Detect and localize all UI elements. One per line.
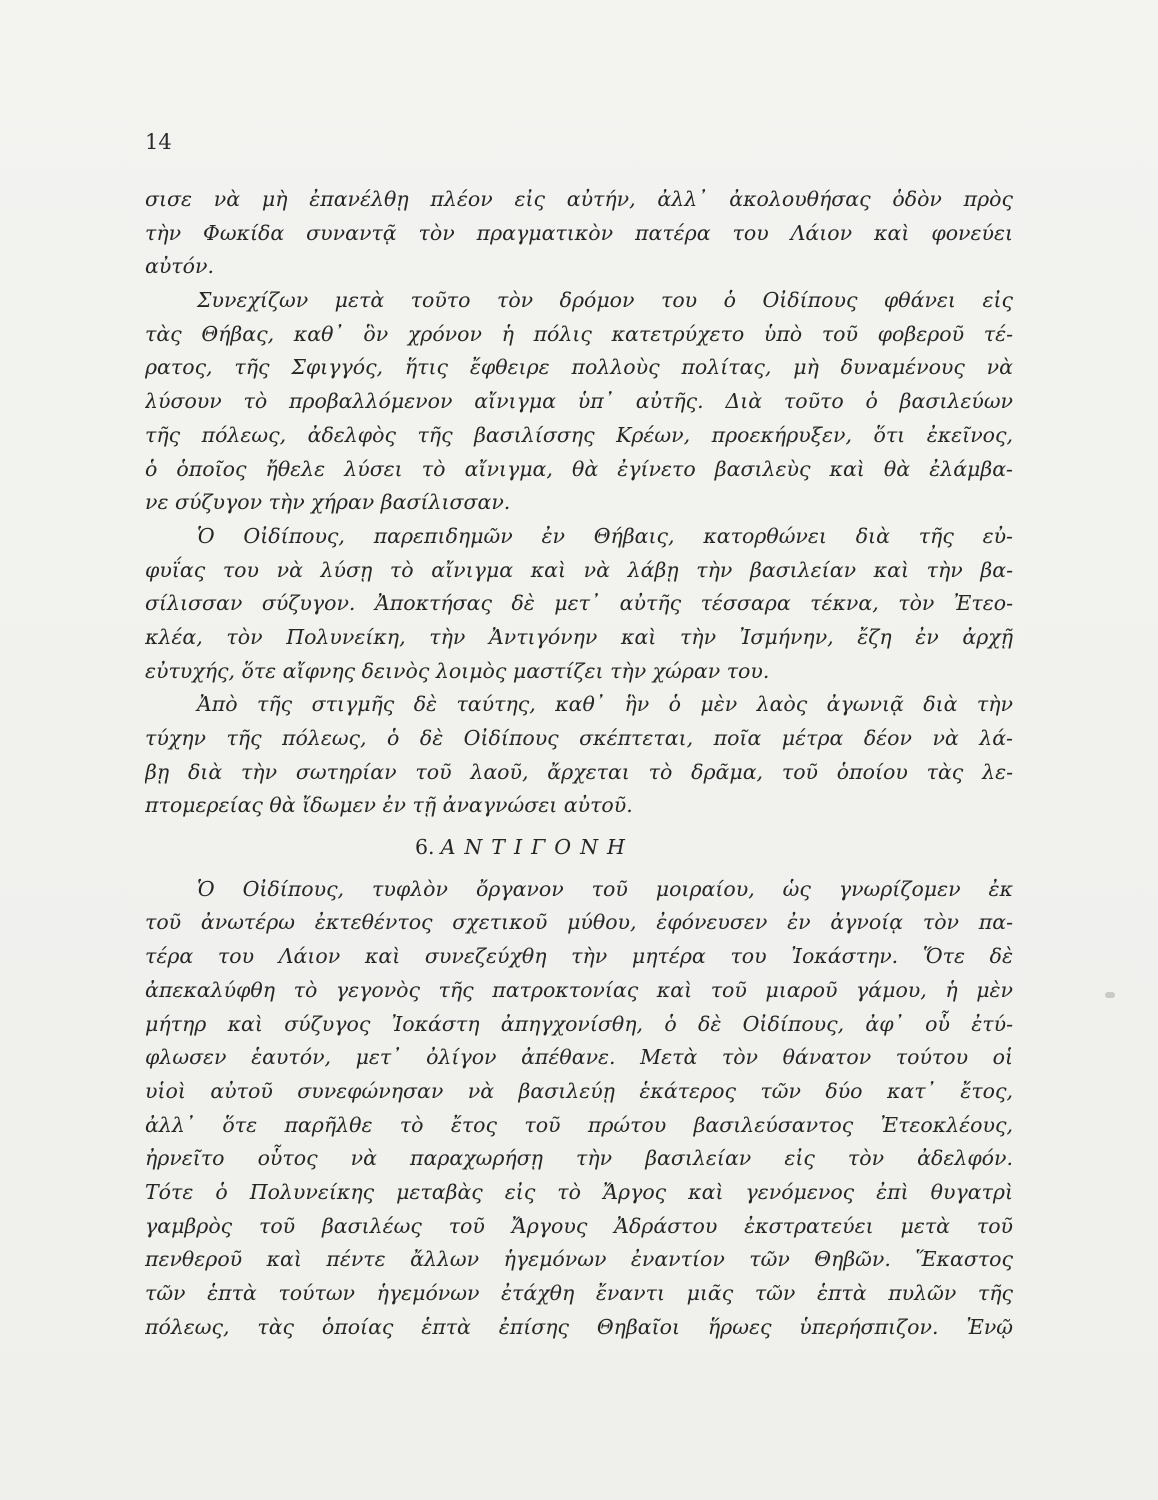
text-line: πτομερείας θὰ ἴδωμεν ἐν τῇ ἀναγνώσει αὐτοῦ. — [145, 793, 633, 818]
text-line: φυΐας του νὰ λύσῃ τὸ αἴνιγμα καὶ νὰ λάβῃ τὴν βασιλείαν καὶ τὴν βα- — [145, 557, 1013, 582]
text-line: σισε νὰ μὴ ἐπανέλθῃ πλέον εἰς αὐτήν, ἀλλ᾽ ἀκολουθήσας ὁδὸν πρὸς — [145, 187, 1013, 211]
text-line: τοῦ ἀνωτέρω ἐκτεθέντος σχετικοῦ μύθου, ἐφόνευσεν ἐν ἀγνοίᾳ τὸν πα- — [145, 910, 1013, 935]
paragraph-3 — [145, 520, 1013, 688]
text-line: κλέα, τὸν Πολυνείκη, τὴν Ἀντιγόνην καὶ τὴν Ἰσμήνην, ἔζη ἐν ἀρχῇ — [145, 624, 1013, 649]
text-line: ἀλλ᾽ ὅτε παρῆλθε τὸ ἔτος τοῦ πρώτου βασιλεύσαντος Ἐτεοκλέους, — [145, 1112, 1013, 1137]
text-line: Τότε ὁ Πολυνείκης μεταβὰς εἰς τὸ Ἄργος καὶ γενόμενος ἐπὶ θυγατρὶ — [145, 1179, 1013, 1204]
text-line: τὰς Θήβας, καθ᾽ ὃν χρόνον ἡ πόλις κατετρύχετο ὑπὸ τοῦ φοβεροῦ τέ- — [145, 321, 1013, 346]
text-line: πενθεροῦ καὶ πέντε ἄλλων ἡγεμόνων ἐναντίον τῶν Θηβῶν. Ἕκαστος — [145, 1247, 1013, 1272]
text-line: Ἀπὸ τῆς στιγμῆς δὲ ταύτης, καθ᾽ ἣν ὁ μὲν λαὸς ἀγωνιᾷ διὰ τὴν — [197, 692, 1013, 717]
text-line: τὴν Φωκίδα συναντᾷ τὸν πραγματικὸν πατέρα του Λάιον καὶ φονεύει — [145, 220, 1013, 245]
text-line: τύχην τῆς πόλεως, ὁ δὲ Οἰδίπους σκέπτεται, ποῖα μέτρα δέον νὰ λά- — [145, 726, 1013, 750]
text-line: υἱοὶ αὐτοῦ συνεφώνησαν νὰ βασιλεύῃ ἑκάτερος τῶν δύο κατ᾽ ἔτος, — [145, 1078, 1013, 1103]
section-heading — [145, 831, 1013, 865]
text-line: γαμβρὸς τοῦ βασιλέως τοῦ Ἄργους Ἀδράστου ἐκστρατεύει μετὰ τοῦ — [145, 1213, 1013, 1238]
text-line: αὐτόν. — [145, 254, 214, 279]
section-number: 6. — [415, 835, 435, 860]
paragraph-1 — [145, 183, 1013, 284]
text-line: νε σύζυγον τὴν χήραν βασίλισσαν. — [145, 490, 511, 515]
page-number: 14 — [145, 130, 172, 154]
text-line: ἀπεκαλύφθη τὸ γεγονὸς τῆς πατροκτονίας καὶ τοῦ μιαροῦ γάμου, ἡ μὲν — [145, 977, 1013, 1002]
text-line: βῃ διὰ τὴν σωτηρίαν τοῦ λαοῦ, ἄρχεται τὸ δρᾶμα, τοῦ ὁποίου τὰς λε- — [145, 759, 1013, 784]
text-line: σίλισσαν σύζυγον. Ἀποκτήσας δὲ μετ᾽ αὐτῆς τέσσαρα τέκνα, τὸν Ἐτεο- — [145, 591, 1013, 616]
text-line: εὐτυχής, ὅτε αἴφνης δεινὸς λοιμὸς μαστίζει τὴν χώραν του. — [145, 658, 770, 683]
text-line: μήτηρ καὶ σύζυγος Ἰοκάστη ἀπηγχονίσθη, ὁ δὲ Οἰδίπους, ἀφ᾽ οὗ ἐτύ- — [145, 1011, 1013, 1036]
text-line: λύσουν τὸ προβαλλόμενον αἴνιγμα ὑπ᾽ αὐτῆς. Διὰ τοῦτο ὁ βασιλεύων — [145, 389, 1013, 414]
section-title: ΑΝΤΙΓΟΝΗ — [440, 835, 634, 860]
text-line: ὁ ὁποῖος ἤθελε λύσει τὸ αἴνιγμα, θὰ ἐγίνετο βασιλεὺς καὶ θὰ ἐλάμβα- — [145, 456, 1013, 481]
text-line: τέρα του Λάιον καὶ συνεζεύχθη τὴν μητέρα του Ἰοκάστην. Ὅτε δὲ — [145, 944, 1013, 969]
paper-speck — [1105, 992, 1115, 998]
text-line: ρατος, τῆς Σφιγγός, ἥτις ἔφθειρε πολλοὺς πολίτας, μὴ δυναμένους νὰ — [145, 355, 1013, 380]
text-line: τῆς πόλεως, ἀδελφὸς τῆς βασιλίσσης Κρέων, προεκήρυξεν, ὅτι ἐκεῖνος, — [145, 422, 1013, 447]
paragraph-2 — [145, 284, 1013, 520]
paragraph-5 — [145, 873, 1013, 1345]
text-line: φλωσεν ἑαυτόν, μετ᾽ ὀλίγον ἀπέθανε. Μετὰ τὸν θάνατον τούτου οἱ — [145, 1045, 1013, 1070]
body-text — [145, 183, 1013, 1344]
text-line: Συνεχίζων μετὰ τοῦτο τὸν δρόμον του ὁ Οἰδίπους φθάνει εἰς — [197, 288, 1013, 313]
text-line: Ὁ Οἰδίπους, τυφλὸν ὄργανον τοῦ μοιραίου, ὡς γνωρίζομεν ἐκ — [197, 876, 1013, 901]
text-line: τῶν ἑπτὰ τούτων ἡγεμόνων ἐτάχθη ἔναντι μιᾶς τῶν ἑπτὰ πυλῶν τῆς — [145, 1281, 1013, 1305]
text-line: πόλεως, τὰς ὁποίας ἑπτὰ ἐπίσης Θηβαῖοι ἥρωες ὑπερήσπιζον. Ἐνῷ — [145, 1314, 1013, 1339]
text-line: ἠρνεῖτο οὗτος νὰ παραχωρήσῃ τὴν βασιλείαν εἰς τὸν ἀδελφόν. — [145, 1146, 1013, 1171]
paragraph-4 — [145, 688, 1013, 823]
text-line: Ὁ Οἰδίπους, παρεπιδημῶν ἐν Θήβαις, κατορθώνει διὰ τῆς εὐ- — [197, 523, 1013, 548]
